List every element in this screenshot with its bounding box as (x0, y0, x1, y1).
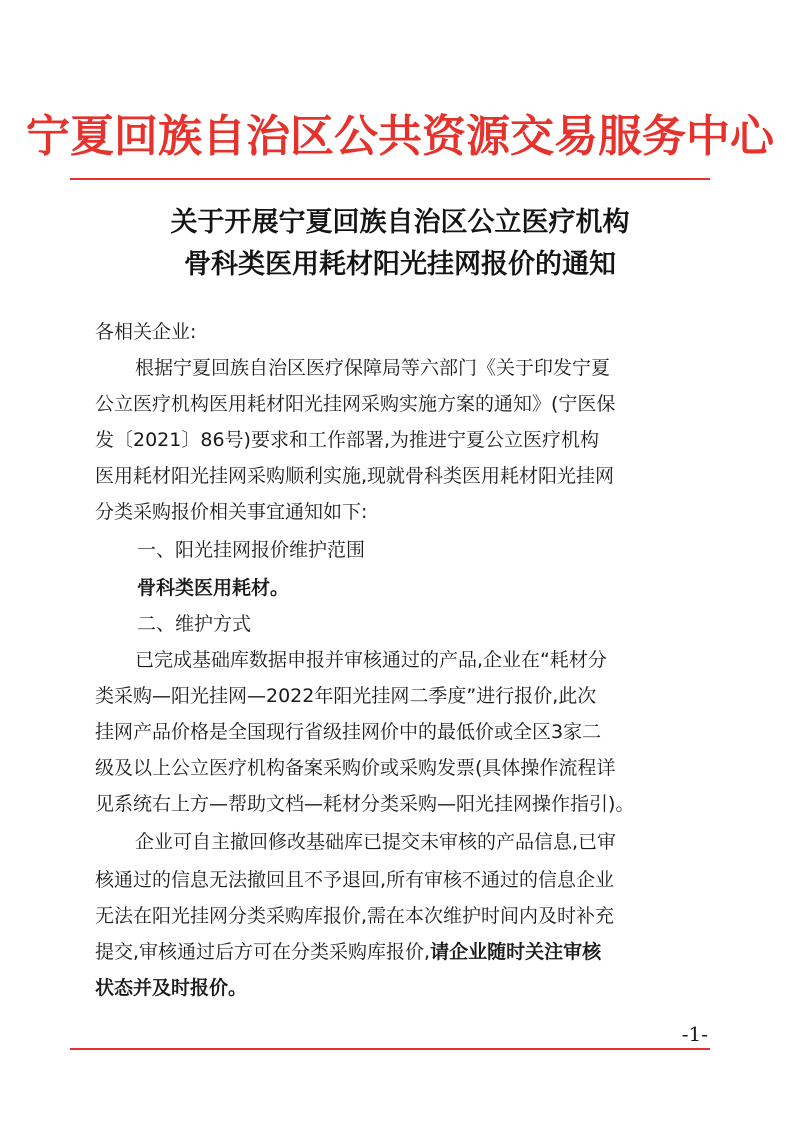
section-2-heading: 二、维护方式 (137, 613, 252, 635)
paragraph-3-line: 企业可自主撤回修改基础库已提交未审核的产品信息,已审 (135, 831, 617, 853)
document-title-line-2: 骨科类医用耗材阳光挂网报价的通知 (184, 249, 616, 280)
paragraph-2-line: 挂网产品价格是全国现行省级挂网价中的最低价或全区3家二 (95, 721, 602, 743)
salutation: 各相关企业: (95, 321, 197, 343)
document-body (95, 314, 705, 1006)
paragraph-2-line: 已完成基础库数据申报并审核通过的产品,企业在“耗材分 (135, 649, 607, 671)
emphasis-text: 请企业随时关注审核 (430, 941, 602, 963)
section-1-content: 骨科类医用耗材。 (137, 577, 290, 599)
paragraph-1-line: 医用耗材阳光挂网采购顺利实施,现就骨科类医用耗材阳光挂网 (95, 465, 615, 487)
page-number: -1- (681, 1022, 708, 1046)
paragraph-1-line: 分类采购报价相关事宜通知如下: (95, 501, 368, 523)
footer-red-rule (70, 1048, 710, 1050)
paragraph-2-line: 见系统右上方—帮助文档—耗材分类采购—阳光挂网操作指引)。 (95, 793, 635, 815)
paragraph-3-line: 核通过的信息无法撤回且不予退回,所有审核不通过的信息企业 (95, 869, 615, 891)
paragraph-1-line: 公立医疗机构医用耗材阳光挂网采购实施方案的通知》(宁医保 (95, 393, 616, 415)
paragraph-3-text: 提交,审核通过后方可在分类采购库报价, (95, 941, 431, 963)
document-title-line-1: 关于开展宁夏回族自治区公立医疗机构 (170, 207, 630, 238)
section-1-heading: 一、阳光挂网报价维护范围 (137, 539, 366, 561)
issuing-organization-header: 宁夏回族自治区公共资源交易服务中心 (26, 111, 774, 162)
paragraph-2-line: 级及以上公立医疗机构备案采购价或采购发票(具体操作流程详 (95, 757, 616, 779)
paragraph-1-line: 发〔2021〕86号)要求和工作部署,为推进宁夏公立医疗机构 (95, 429, 599, 451)
paragraph-2-line: 类采购—阳光挂网—2022年阳光挂网二季度”进行报价,此次 (95, 685, 597, 707)
emphasis-text-last-line: 状态并及时报价。 (95, 977, 248, 999)
paragraph-3-line-with-emphasis (95, 934, 705, 970)
paragraph-3-line: 无法在阳光挂网分类采购库报价,需在本次维护时间内及时补充 (95, 905, 615, 927)
paragraph-1-line: 根据宁夏回族自治区医疗保障局等六部门《关于印发宁夏 (135, 357, 611, 379)
header-red-rule (70, 178, 710, 180)
